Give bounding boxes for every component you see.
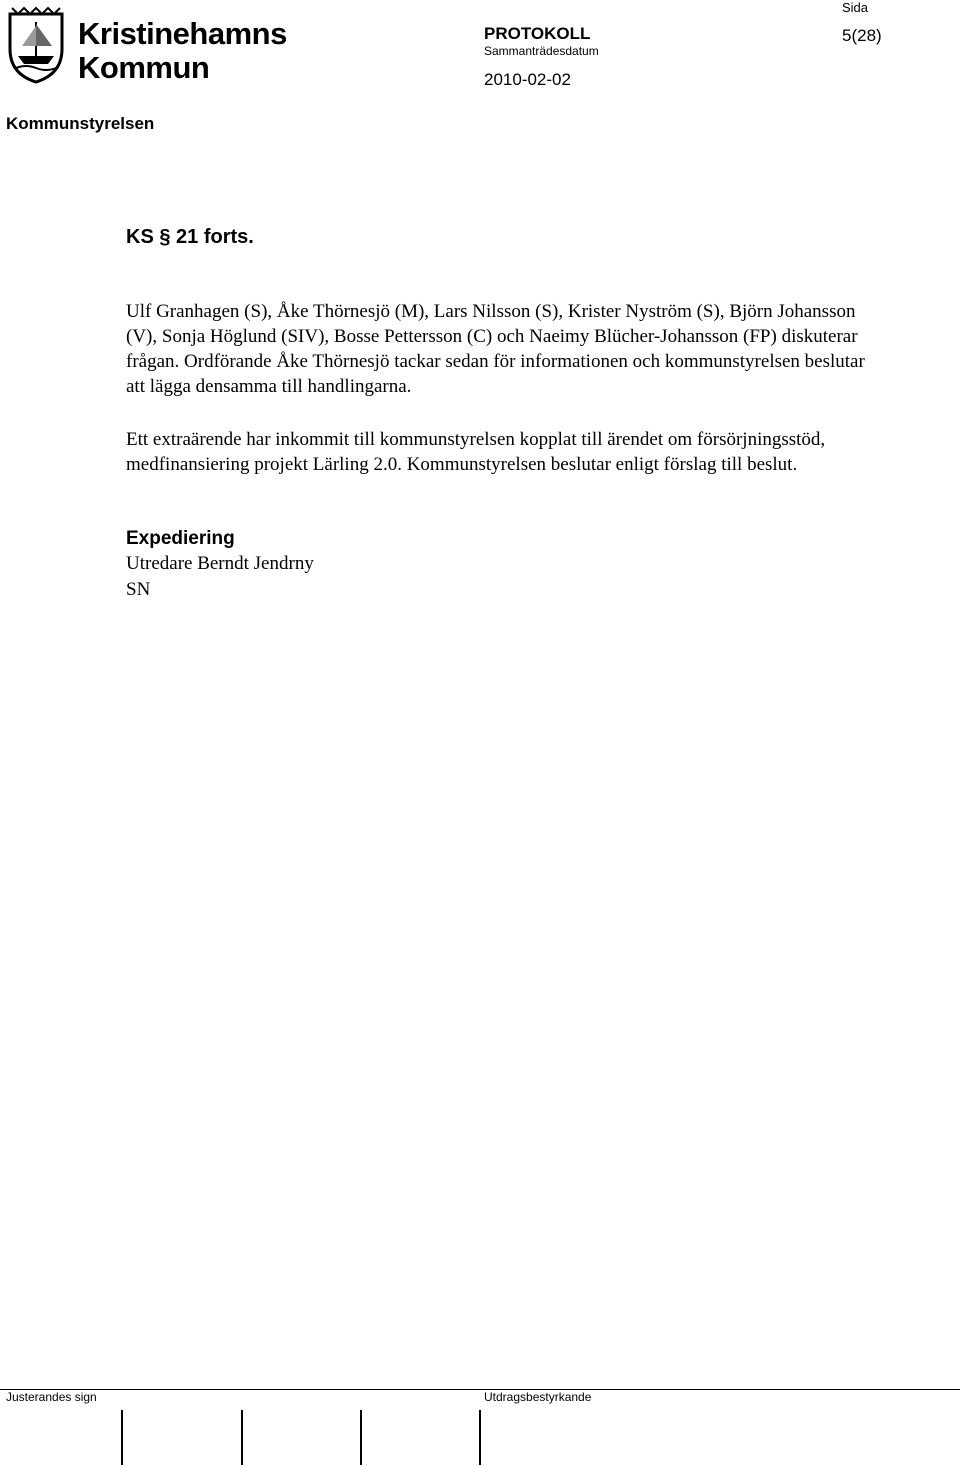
signature-box-divider <box>479 1410 481 1465</box>
page-number: 5(28) <box>842 26 882 45</box>
municipality-logo <box>6 4 287 85</box>
utdragsbestyrkande-label: Utdragsbestyrkande <box>484 1390 592 1404</box>
signature-box-divider <box>360 1410 362 1465</box>
meeting-date: 2010-02-02 <box>484 70 571 89</box>
coat-of-arms-icon <box>6 4 66 84</box>
date-label: Sammanträdesdatum <box>484 44 599 58</box>
body-name: Kommunstyrelsen <box>6 114 155 133</box>
document-type: PROTOKOLL <box>484 24 591 43</box>
justerandes-sign-label: Justerandes sign <box>6 1390 97 1404</box>
paragraph: Ett extraärende har inkommit till kommunstyrelsen kopplat till ärendet om försörjningsstöd, medfinansiering projekt Lärling 2.0. Kommunstyrelsen beslutar enligt förslag till beslut. <box>126 429 826 475</box>
signature-box-divider <box>241 1410 243 1465</box>
page-label: Sida <box>842 0 869 15</box>
expediering-recipient: SN <box>126 579 151 600</box>
logo-text-line2: Kommun <box>78 50 210 85</box>
expediering-heading: Expediering <box>126 528 235 549</box>
footer-divider <box>0 1389 960 1390</box>
expediering-recipient: Utredare Berndt Jendrny <box>126 553 314 574</box>
section-title: KS § 21 forts. <box>126 226 254 248</box>
paragraph: Ulf Granhagen (S), Åke Thörnesjö (M), Lars Nilsson (S), Krister Nyström (S), Björn Johansson (V), Sonja Höglund (SIV), Bosse Pettersson (C) och Naeimy Blücher-Johansson (FP) diskuterar frågan. Ordförande Åke Thörnesjö tackar sedan för informationen och kommunstyrelsen beslutar att lägga densamma till handlingarna. <box>126 301 865 397</box>
signature-box-divider <box>121 1410 123 1465</box>
logo-text-line1: Kristinehamns <box>78 16 287 51</box>
